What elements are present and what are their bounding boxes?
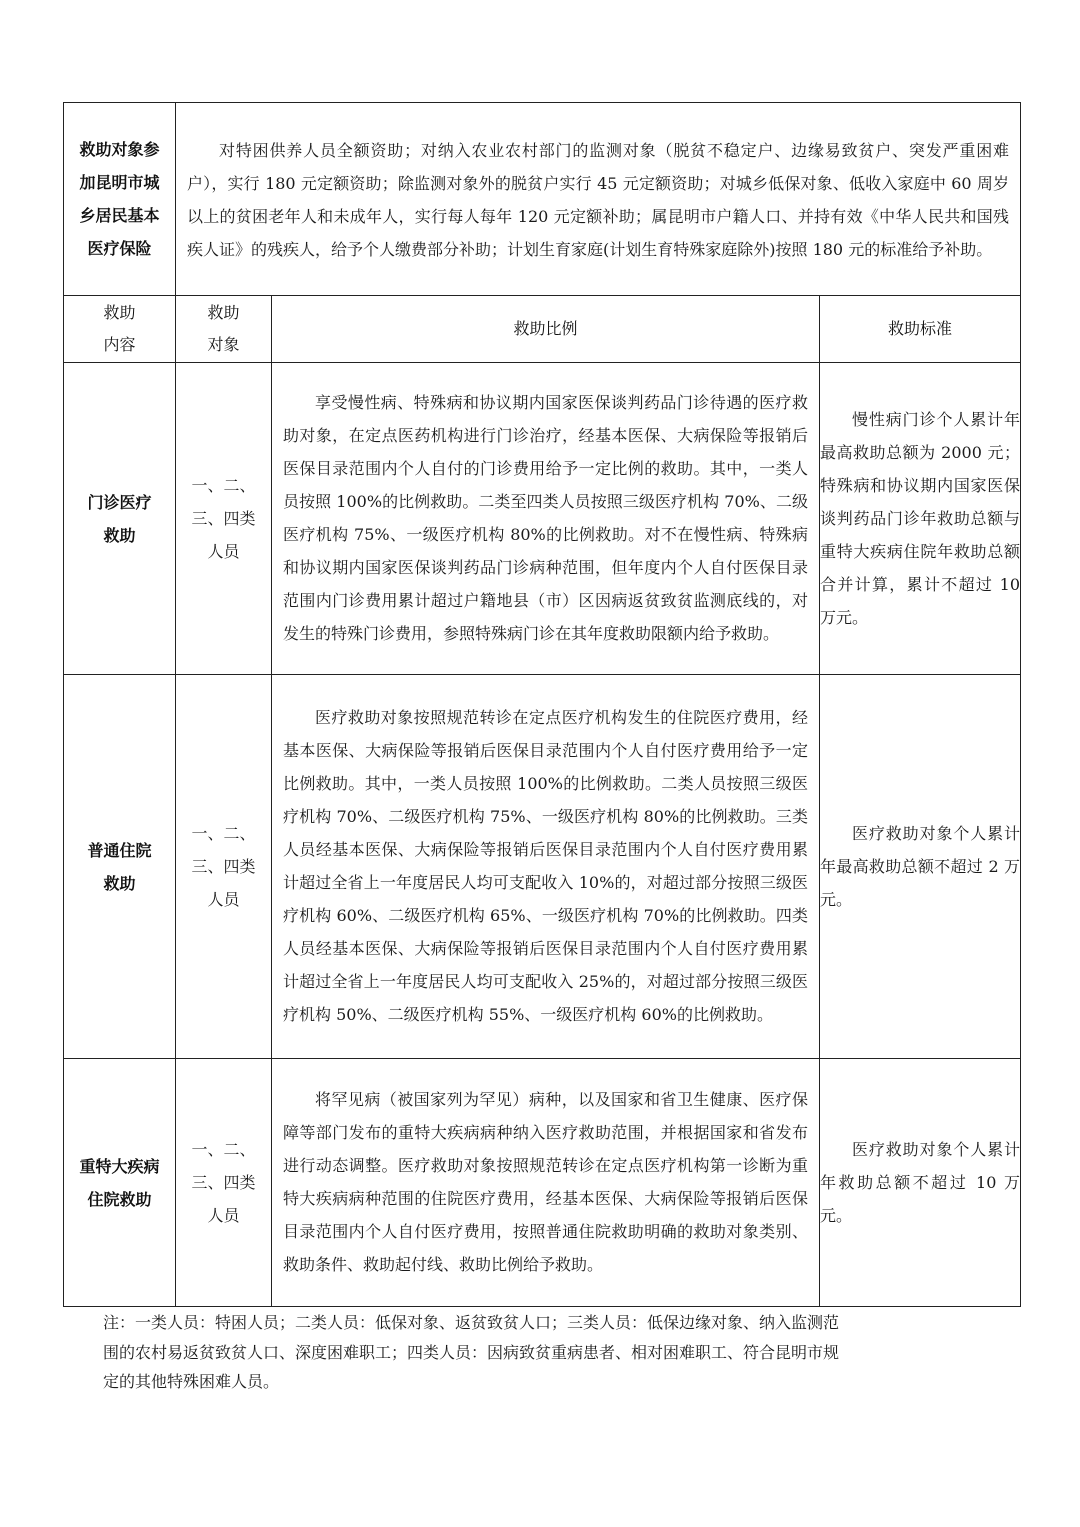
table-row: [64, 675, 1021, 1059]
header-content: 救助 内容: [64, 296, 176, 363]
table-row: [64, 1059, 1021, 1307]
row-ratio-cell: [272, 1059, 820, 1307]
footnote: [103, 1308, 983, 1397]
row-standard: 医疗救助对象个人累计年最高救助总额不超过 2 万元。: [820, 675, 1021, 1059]
footnote-line: 注：一类人员：特困人员；二类人员：低保对象、返贫致贫人口；三类人员：低保边缘对象、纳入监测范: [103, 1313, 840, 1332]
row-content-label: 普通住院 救助: [64, 675, 176, 1059]
row-ratio-text: 享受慢性病、特殊病和协议期内国家医保谈判药品门诊待遇的医疗救助对象，在定点医药机构进行门诊治疗，经基本医保、大病保险等报销后医保目录范围内个人自付的门诊费用给予一定比例的救助。其中，一类人员按照 100%的比例救助。二类至四类人员按照三级医疗机构 70%、二级医疗机构 75%、一级医疗机构 80%的比例救助。对不在慢性病、特殊病和协议期内国家医保谈判药品门诊病种范围，但年度内个人自付医保目录范围内门诊费用累计超过户籍地县（市）区因病返贫致贫监测底线的，对发生的特殊门诊费用，参照特殊病门诊在其年度救助限额内给予救助。: [283, 393, 808, 643]
table-header-row: [64, 296, 1021, 363]
insurance-subsidy-text: 对特困供养人员全额资助；对纳入农业农村部门的监测对象（脱贫不稳定户、边缘易致贫户、突发严重困难户），实行 180 元定额资助；除监测对象外的脱贫户实行 45 元定额资助；对城乡低保对象、低收入家庭中 60 周岁以上的贫困老年人和未成年人，实行每人每年 120 元定额补助；属昆明市户籍人口、并持有效《中华人民共和国残疾人证》的残疾人，给予个人缴费部分补助；计划生育家庭(计划生育特殊家庭除外)按照 180 元的标准给予补助。: [187, 141, 1010, 259]
row-ratio-cell: [272, 363, 820, 675]
table-row: [64, 363, 1021, 675]
header-standard: 救助标准: [820, 296, 1021, 363]
row-standard: 医疗救助对象个人累计年救助总额不超过 10 万元。: [820, 1059, 1021, 1307]
row-standard: 慢性病门诊个人累计年最高救助总额为 2000 元；特殊病和协议期内国家医保谈判药品门诊年救助总额与重特大疾病住院年救助总额合并计算，累计不超过 10 万元。: [820, 363, 1021, 675]
insurance-subsidy-label: 救助对象参 加昆明市城 乡居民基本 医疗保险: [64, 103, 176, 296]
header-ratio: 救助比例: [272, 296, 820, 363]
insurance-subsidy-row: [64, 103, 1021, 296]
row-ratio-text: 医疗救助对象按照规范转诊在定点医疗机构发生的住院医疗费用，经基本医保、大病保险等报销后医保目录范围内个人自付医疗费用给予一定比例救助。其中，一类人员按照 100%的比例救助。二类人员按照三级医疗机构 70%、二级医疗机构 75%、一级医疗机构 80%的比例救助。三类人员经基本医保、大病保险等报销后医保目录范围内个人自付医疗费用累计超过全省上一年度居民人均可支配收入 10%的，对超过部分按照三级医疗机构 60%、二级医疗机构 65%、一级医疗机构 70%的比例救助。四类人员经基本医保、大病保险等报销后医保目录范围内个人自付医疗费用累计超过全省上一年度居民人均可支配收入 25%的，对超过部分按照三级医疗机构 50%、二级医疗机构 55%、一级医疗机构 60%的比例救助。: [283, 708, 808, 1024]
row-ratio-text: 将罕见病（被国家列为罕见）病种，以及国家和省卫生健康、医疗保障等部门发布的重特大疾病病种纳入医疗救助范围，并根据国家和省发布进行动态调整。医疗救助对象按照规范转诊在定点医疗机构第一诊断为重特大疾病病种范围的住院医疗费用，经基本医保、大病保险等报销后医保目录范围内个人自付医疗费用，按照普通住院救助明确的救助对象类别、救助条件、救助起付线、救助比例给予救助。: [283, 1090, 808, 1274]
row-content-label: 重特大疾病 住院救助: [64, 1059, 176, 1307]
insurance-subsidy-cell: [176, 103, 1021, 296]
row-target: 一、二、 三、四类 人员: [176, 1059, 272, 1307]
row-ratio-cell: [272, 675, 820, 1059]
row-content-label: 门诊医疗 救助: [64, 363, 176, 675]
row-target: 一、二、 三、四类 人员: [176, 363, 272, 675]
medical-assistance-table: [63, 102, 1021, 1307]
footnote-line: 围的农村易返贫致贫人口、深度困难职工；四类人员：因病致贫重病患者、相对困难职工、符合昆明市规: [103, 1342, 840, 1362]
row-target: 一、二、 三、四类 人员: [176, 675, 272, 1059]
footnote-line: 定的其他特殊困难人员。: [103, 1372, 280, 1391]
header-target: 救助 对象: [176, 296, 272, 363]
